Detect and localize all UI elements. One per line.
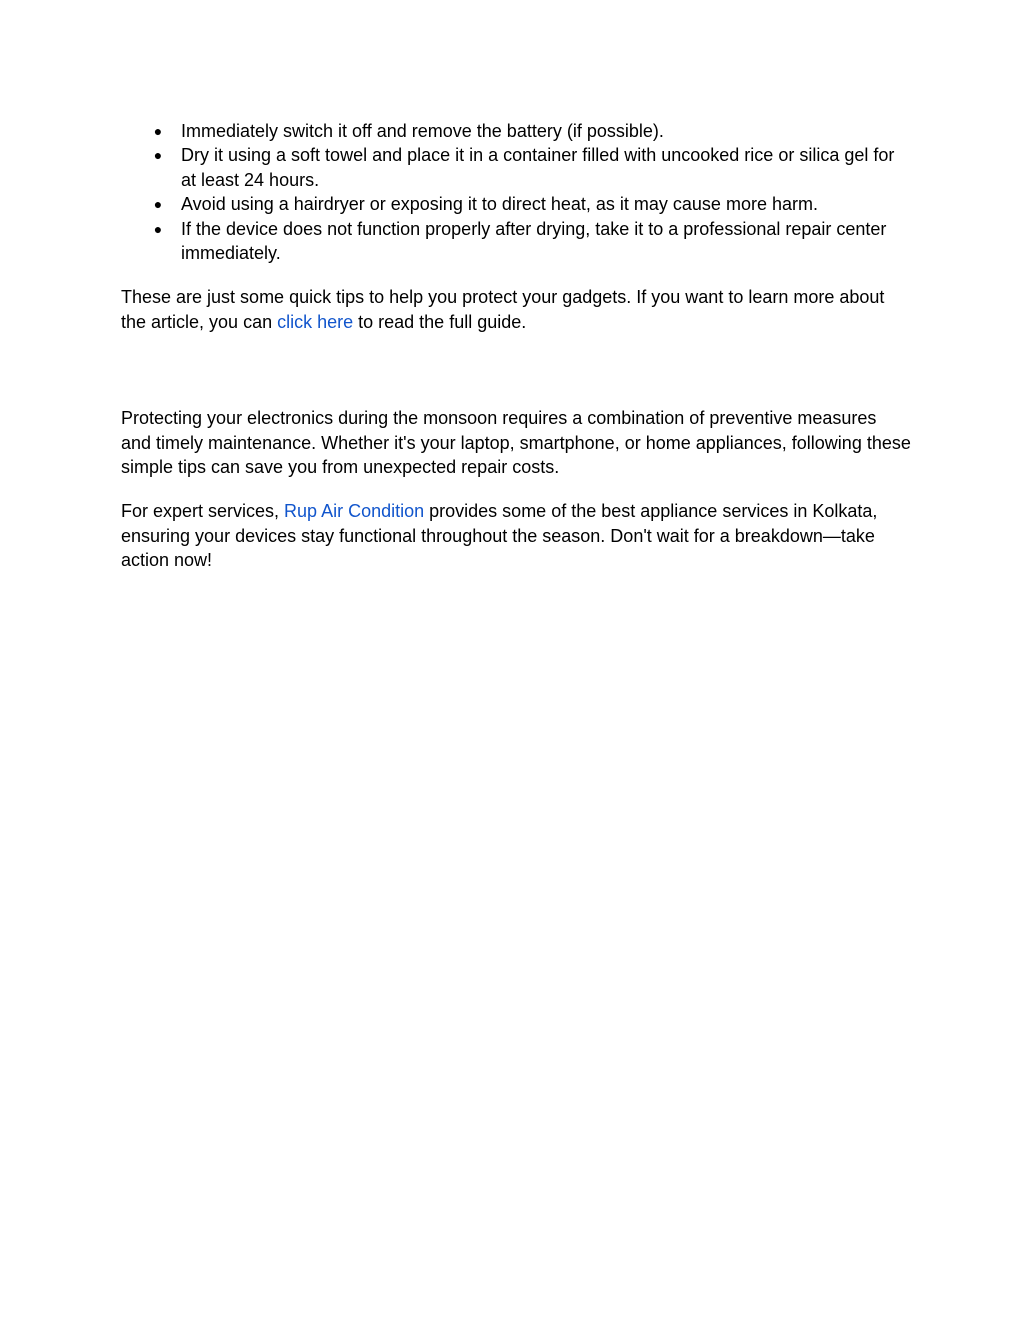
bullet-icon: ● [153, 220, 163, 237]
tips-bullet-list [121, 119, 911, 265]
list-item-text: Immediately switch it off and remove the battery (if possible). [181, 121, 664, 141]
services-paragraph [121, 499, 911, 572]
list-item [121, 143, 911, 192]
bullet-icon: ● [153, 196, 163, 213]
bullet-icon: ● [153, 123, 163, 139]
tips-paragraph [121, 285, 911, 334]
list-item [121, 119, 911, 143]
services-paragraph-text-after: provides some of the best appliance services in Kolkata, ensuring your devices stay functional throughout the season. Don't wait for a breakdown—take action now! [121, 501, 878, 571]
list-item-text: Avoid using a hairdryer or exposing it to direct heat, as it may cause more harm. [181, 194, 818, 215]
services-paragraph-text-before: For expert services, [121, 501, 285, 522]
bullet-icon: ● [153, 147, 163, 164]
rup-air-condition-link[interactable]: Rup Air Condition [284, 501, 425, 522]
tips-paragraph-text-before: These are just some quick tips to help you protect your gadgets. If you want to learn more about the article, you can [121, 287, 885, 332]
click-here-link[interactable]: click here [277, 311, 354, 332]
tips-paragraph-text-after: to read the full guide. [353, 311, 527, 332]
document-body [121, 119, 911, 573]
conclusion-paragraph: Protecting your electronics during the monsoon requires a combination of preventive measures and timely maintenance. Whether it's your laptop, smartphone, or home appliances, following these simple tips can save you from unexpected repair costs. [121, 408, 911, 478]
list-item-text: Dry it using a soft towel and place it in a container filled with uncooked rice or silica gel for at least 24 hours. [181, 145, 895, 190]
list-item [121, 192, 911, 216]
list-item [121, 217, 911, 266]
list-item-text: If the device does not function properly after drying, take it to a professional repair center immediately. [181, 218, 887, 264]
